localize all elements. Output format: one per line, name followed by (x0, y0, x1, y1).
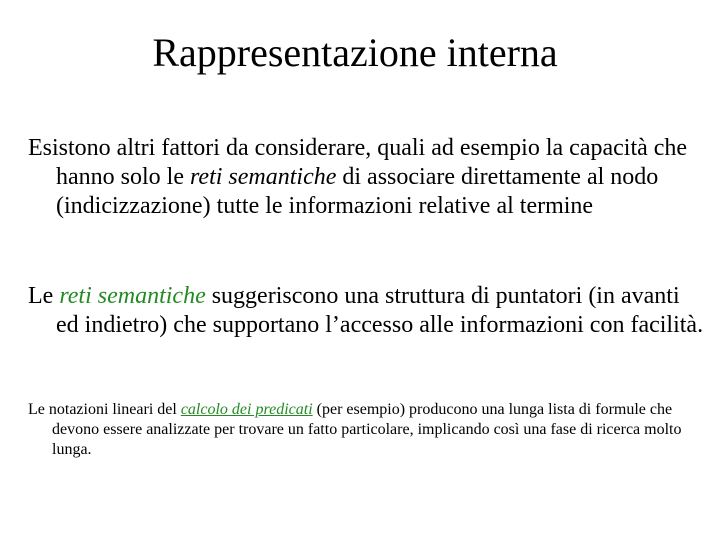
paragraph-notazioni (28, 400, 702, 460)
paragraph-fattori (28, 134, 706, 221)
term-reti-semantiche: reti semantiche (189, 164, 337, 190)
paragraph-text: di associare direttamente al nodo (indicizzazione) tutte le informazioni relative al termine (56, 164, 659, 219)
paragraph-text: (per esempio) producono una lunga lista di formule che devono essere analizzate per trovare un fatto particolare, implicando così una fase di ricerca molto lunga. (52, 401, 682, 458)
paragraph-text: Esistono altri fattori da considerare, quali ad esempio la capacità che hanno solo le (28, 135, 688, 190)
paragraph-text: Le notazioni lineari del (28, 401, 181, 418)
paragraph-text: Le (28, 283, 60, 309)
slide-title: Rappresentazione interna (152, 30, 558, 75)
term-calcolo-predicati-highlight: calcolo dei predicati (180, 401, 313, 418)
paragraph-puntatori (28, 282, 706, 340)
paragraph-text: suggeriscono una struttura di puntatori (in avanti ed indietro) che supportano l’accesso alle informazioni con facilità. (56, 283, 704, 338)
term-reti-semantiche-highlight: reti semantiche (59, 283, 206, 309)
